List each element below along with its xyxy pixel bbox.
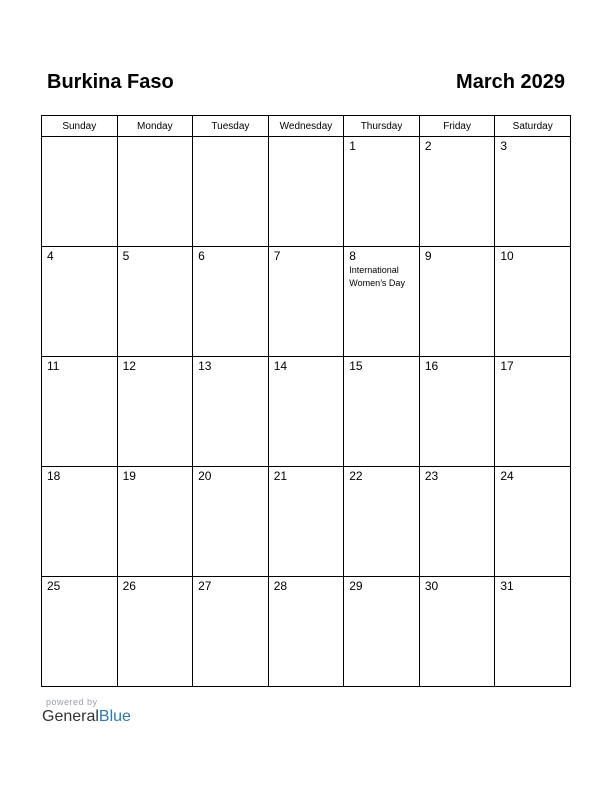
day-cell	[419, 467, 495, 577]
day-cell	[419, 137, 495, 247]
day-number: 14	[273, 359, 288, 373]
day-number: 11	[47, 359, 60, 373]
day-number: 2	[424, 139, 432, 153]
week-row	[42, 247, 571, 357]
calendar-grid	[41, 115, 571, 687]
generalblue-logo[interactable]	[42, 708, 131, 726]
day-cell	[42, 467, 118, 577]
day-number: 18	[47, 469, 61, 483]
day-cell	[344, 137, 420, 247]
day-number	[118, 137, 193, 139]
week-row	[42, 357, 571, 467]
day-number: 17	[500, 359, 514, 373]
day-number: 21	[273, 469, 288, 483]
day-number: 9	[424, 249, 432, 263]
day-cell	[268, 247, 344, 357]
day-number: 6	[198, 249, 205, 263]
day-cell	[495, 247, 571, 357]
day-cell	[42, 247, 118, 357]
day-cell	[193, 467, 269, 577]
week-row	[42, 577, 571, 687]
weekday-sunday: Sunday	[42, 116, 118, 137]
day-number: 13	[198, 359, 212, 373]
month-year-title: March 2029	[456, 71, 565, 93]
day-cell	[117, 247, 193, 357]
day-cell	[117, 577, 193, 687]
day-number: 24	[500, 469, 514, 483]
day-number: 8	[349, 249, 356, 263]
day-cell	[193, 137, 269, 247]
day-cell	[419, 247, 495, 357]
day-number: 25	[47, 579, 61, 593]
weekday-saturday: Saturday	[495, 116, 571, 137]
day-number	[193, 137, 268, 139]
day-cell	[419, 357, 495, 467]
day-cell	[495, 357, 571, 467]
powered-by-text: powered by	[46, 697, 98, 707]
day-number: 23	[424, 469, 439, 483]
day-number: 29	[349, 579, 363, 593]
day-number: 15	[349, 359, 363, 373]
day-cell	[193, 577, 269, 687]
brand-general-text: General	[42, 708, 99, 725]
day-number: 19	[122, 469, 136, 483]
day-number: 27	[198, 579, 212, 593]
week-row	[42, 137, 571, 247]
day-cell	[117, 467, 193, 577]
weekday-monday: Monday	[117, 116, 193, 137]
day-cell	[344, 467, 420, 577]
day-number: 10	[500, 249, 514, 263]
day-number: 12	[122, 359, 136, 373]
day-cell	[268, 467, 344, 577]
day-cell	[495, 577, 571, 687]
day-cell	[344, 357, 420, 467]
day-number: 1	[349, 139, 356, 153]
day-number: 7	[273, 249, 281, 263]
day-cell	[344, 577, 420, 687]
week-row	[42, 467, 571, 577]
day-cell	[268, 137, 344, 247]
weekday-thursday: Thursday	[344, 116, 420, 137]
day-cell	[117, 357, 193, 467]
holiday-label: International Women’s Day	[349, 265, 405, 288]
day-cell	[268, 357, 344, 467]
day-cell	[193, 357, 269, 467]
day-cell	[268, 577, 344, 687]
day-cell	[193, 247, 269, 357]
weekday-header-row	[42, 116, 571, 137]
day-number: 26	[122, 579, 136, 593]
day-number	[269, 137, 344, 139]
day-number: 4	[47, 249, 54, 263]
day-cell	[344, 247, 420, 357]
weekday-friday: Friday	[419, 116, 495, 137]
day-cell	[42, 357, 118, 467]
country-title: Burkina Faso	[47, 71, 174, 93]
day-cell	[42, 577, 118, 687]
day-number: 30	[424, 579, 439, 593]
day-number: 5	[122, 249, 130, 263]
weekday-wednesday: Wednesday	[268, 116, 344, 137]
day-number: 16	[424, 359, 439, 373]
brand-blue-text: Blue	[98, 708, 131, 725]
day-cell	[419, 577, 495, 687]
day-cell	[495, 137, 571, 247]
day-number: 3	[500, 139, 508, 153]
weekday-tuesday: Tuesday	[193, 116, 269, 137]
day-cell	[42, 137, 118, 247]
day-cell	[117, 137, 193, 247]
day-number: 31	[500, 579, 514, 593]
day-number: 20	[198, 469, 212, 483]
day-number: 22	[349, 469, 363, 483]
day-cell	[495, 467, 571, 577]
day-number	[42, 137, 117, 139]
day-number: 28	[273, 579, 288, 593]
